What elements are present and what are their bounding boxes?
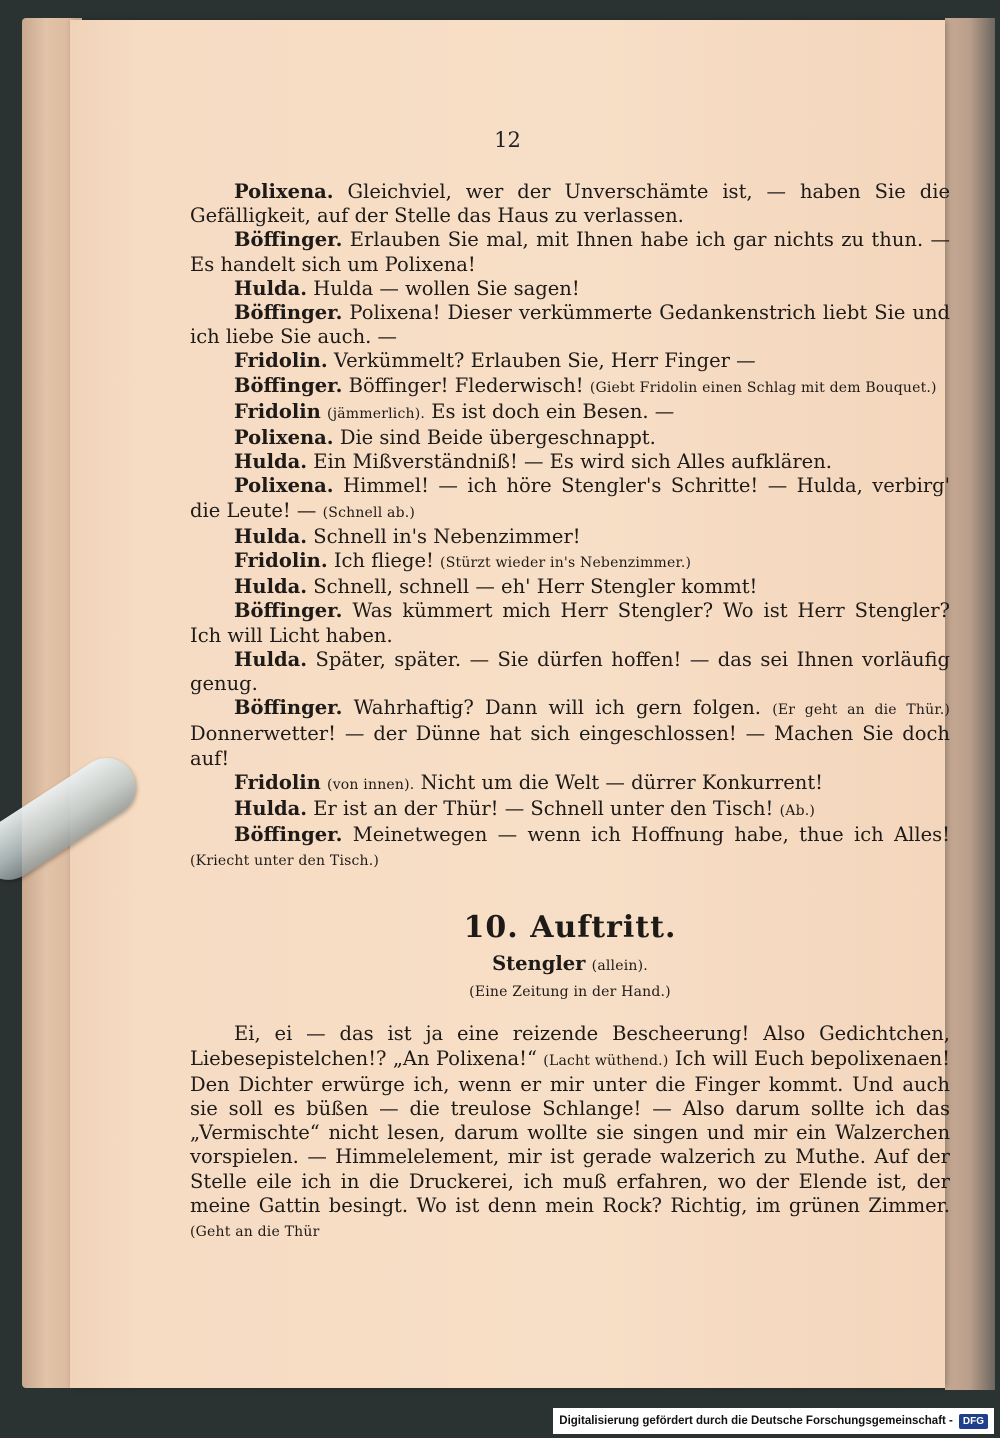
dialogue-line bbox=[190, 180, 950, 228]
footer-banner bbox=[553, 1408, 994, 1434]
speaker-name: Fridolin. bbox=[234, 349, 328, 373]
stage-direction: (Er geht an die Thür.) bbox=[772, 702, 951, 719]
dialogue-line bbox=[190, 575, 950, 599]
speaker-name: Böffinger. bbox=[234, 599, 343, 623]
dialogue-text: Polixena! Dieser verkümmerte Gedankenstrich liebt Sie und ich liebe Sie auch. — bbox=[190, 301, 950, 349]
stage-direction: (jämmerlich). bbox=[327, 405, 426, 422]
stage-direction: (Schnell ab.) bbox=[322, 504, 416, 521]
dialogue-line bbox=[190, 450, 950, 474]
page-number: 12 bbox=[494, 128, 521, 152]
speaker-name: Hulda. bbox=[234, 450, 308, 474]
dialogue-line bbox=[190, 797, 950, 823]
speaker-name: Polixena. bbox=[234, 474, 334, 498]
dialogue-text: Meinetwegen — wenn ich Hoffnung habe, thue ich Alles! bbox=[352, 823, 950, 847]
dfg-logo: DFG bbox=[959, 1414, 988, 1429]
dialogue-line bbox=[190, 696, 950, 771]
dialogue-text: Erlauben Sie mal, mit Ihnen habe ich gar nichts zu thun. — Es handelt sich um Polixena! bbox=[190, 228, 950, 276]
dialogue-line bbox=[190, 228, 950, 276]
speaker-name: Böffinger. bbox=[234, 823, 343, 847]
dialogue-text: Hulda — wollen Sie sagen! bbox=[313, 276, 580, 300]
dialogue-line bbox=[190, 349, 950, 373]
dialogue-text: Er ist an der Thür! — Schnell unter den Tisch! bbox=[313, 797, 774, 821]
dialogue-text: Wahrhaftig? Dann will ich gern folgen. bbox=[353, 696, 762, 720]
dialogue-text: Schnell, schnell — eh' Herr Stengler kommt! bbox=[313, 575, 758, 599]
speaker-name: Böffinger. bbox=[234, 373, 343, 397]
speaker-name: Fridolin bbox=[234, 399, 321, 423]
dialogue-line bbox=[190, 823, 950, 873]
dialogue-text: Was kümmert mich Herr Stengler? Wo ist Herr Stengler? Ich will Licht haben. bbox=[190, 599, 951, 647]
speaker-name: Hulda. bbox=[234, 797, 308, 821]
monologue-direction-2: (Geht an die Thür bbox=[190, 1223, 320, 1240]
dialogue-text: Donnerwetter! — der Dünne hat sich eingeschlossen! — Machen Sie doch auf! bbox=[190, 722, 950, 770]
dialogue-line bbox=[190, 474, 950, 524]
speaker-name: Hulda. bbox=[234, 647, 308, 671]
dialogue-line bbox=[190, 549, 950, 575]
stage-direction: (Stürzt wieder in's Nebenzimmer.) bbox=[440, 555, 692, 572]
dialogue-text: Es ist doch ein Besen. — bbox=[431, 399, 675, 423]
dialogue-line bbox=[190, 648, 950, 696]
dialogue-line bbox=[190, 400, 950, 426]
speaker-name: Hulda. bbox=[234, 524, 308, 548]
stage-direction: (von innen). bbox=[327, 776, 415, 793]
dialogue-line bbox=[190, 599, 950, 647]
speaker-name: Polixena. bbox=[234, 426, 334, 450]
monologue bbox=[190, 1022, 950, 1244]
dialogue-line bbox=[190, 771, 950, 797]
dialogue bbox=[190, 180, 950, 874]
footer-text: Digitalisierung gefördert durch die Deutsche Forschungsgemeinschaft - bbox=[559, 1415, 953, 1427]
dialogue-text: Später, später. — Sie dürfen hoffen! — das sei Ihnen vorläufig genug. bbox=[190, 647, 950, 696]
speaker-name: Böffinger. bbox=[234, 301, 343, 325]
monologue-direction-1: (Lacht wüthend.) bbox=[543, 1052, 669, 1069]
speaker-name: Hulda. bbox=[234, 575, 308, 599]
dialogue-line bbox=[190, 426, 950, 450]
speaker-name: Fridolin. bbox=[234, 549, 328, 573]
dialogue-line bbox=[190, 525, 950, 549]
scene-heading: 10. Auftritt. bbox=[463, 909, 677, 945]
dialogue-line bbox=[190, 301, 950, 349]
book-page bbox=[70, 20, 951, 1388]
stage-direction: (Kriecht unter den Tisch.) bbox=[190, 853, 380, 870]
scene-prop-direction-line bbox=[190, 978, 950, 1004]
spacer bbox=[190, 1004, 950, 1022]
scene-speaker-direction: (allein). bbox=[591, 957, 648, 974]
dialogue-text: Die sind Beide übergeschnappt. bbox=[339, 426, 656, 450]
dialogue-text: Himmel! — ich höre Stengler's Schritte! — Hulda, verbirg' die Leute! — bbox=[190, 474, 951, 522]
dialogue-line bbox=[190, 277, 950, 301]
dialogue-text: Verkümmelt? Erlauben Sie, Herr Finger — bbox=[333, 349, 756, 373]
scene-speaker-line bbox=[190, 952, 950, 978]
speaker-name: Hulda. bbox=[234, 276, 308, 300]
speaker-name: Böffinger. bbox=[234, 696, 343, 720]
monologue-part-2: Ich will Euch bepolixenaen! Den Dichter erwürge ich, wenn er mir unter die Finger kommt. Und auch sie soll es büßen — die treulose Schlange! — Also darum sollte ich das „Vermischte“ nicht lesen, darum wollte sie singen und mir ein Walzerchen vorspielen. — Himmelelement, mir ist gerade walzerich zu Muthe. Auf der Stelle eile ich in die Druckerei, ich muß erfahren, wo der Elende ist, der meine Gattin besingt. Wo ist denn mein Rock? Richtig, im grünen Zimmer. bbox=[190, 1046, 951, 1217]
book-edge-right bbox=[945, 18, 995, 1390]
page-text bbox=[190, 180, 950, 1244]
speaker-name: Fridolin bbox=[234, 770, 321, 794]
dialogue-text: Böffinger! Flederwisch! bbox=[348, 373, 584, 397]
stage-direction: (Ab.) bbox=[779, 803, 816, 820]
scene-speaker: Stengler bbox=[492, 951, 586, 975]
dialogue-line bbox=[190, 374, 950, 400]
speaker-name: Polixena. bbox=[234, 180, 334, 203]
stage-direction: (Giebt Fridolin einen Schlag mit dem Bouquet.) bbox=[589, 379, 937, 396]
dialogue-text: Gleichviel, wer der Unverschämte ist, — haben Sie die Gefälligkeit, auf der Stelle das Haus zu verlassen. bbox=[190, 180, 950, 228]
monologue-part-1: Ei, ei — das ist ja eine reizende Bescheerung! Also Gedichtchen, Liebesepistelchen!? „An Polixena!“ bbox=[190, 1022, 950, 1070]
dialogue-text: Nicht um die Welt — dürrer Konkurrent! bbox=[420, 770, 823, 794]
dialogue-text: Ein Mißverständniß! — Es wird sich Alles aufklären. bbox=[313, 450, 832, 474]
speaker-name: Böffinger. bbox=[234, 228, 343, 252]
dialogue-text: Schnell in's Nebenzimmer! bbox=[313, 524, 581, 548]
dialogue-text: Ich fliege! bbox=[333, 549, 434, 573]
scene-prop-direction: (Eine Zeitung in der Hand.) bbox=[469, 984, 671, 1001]
